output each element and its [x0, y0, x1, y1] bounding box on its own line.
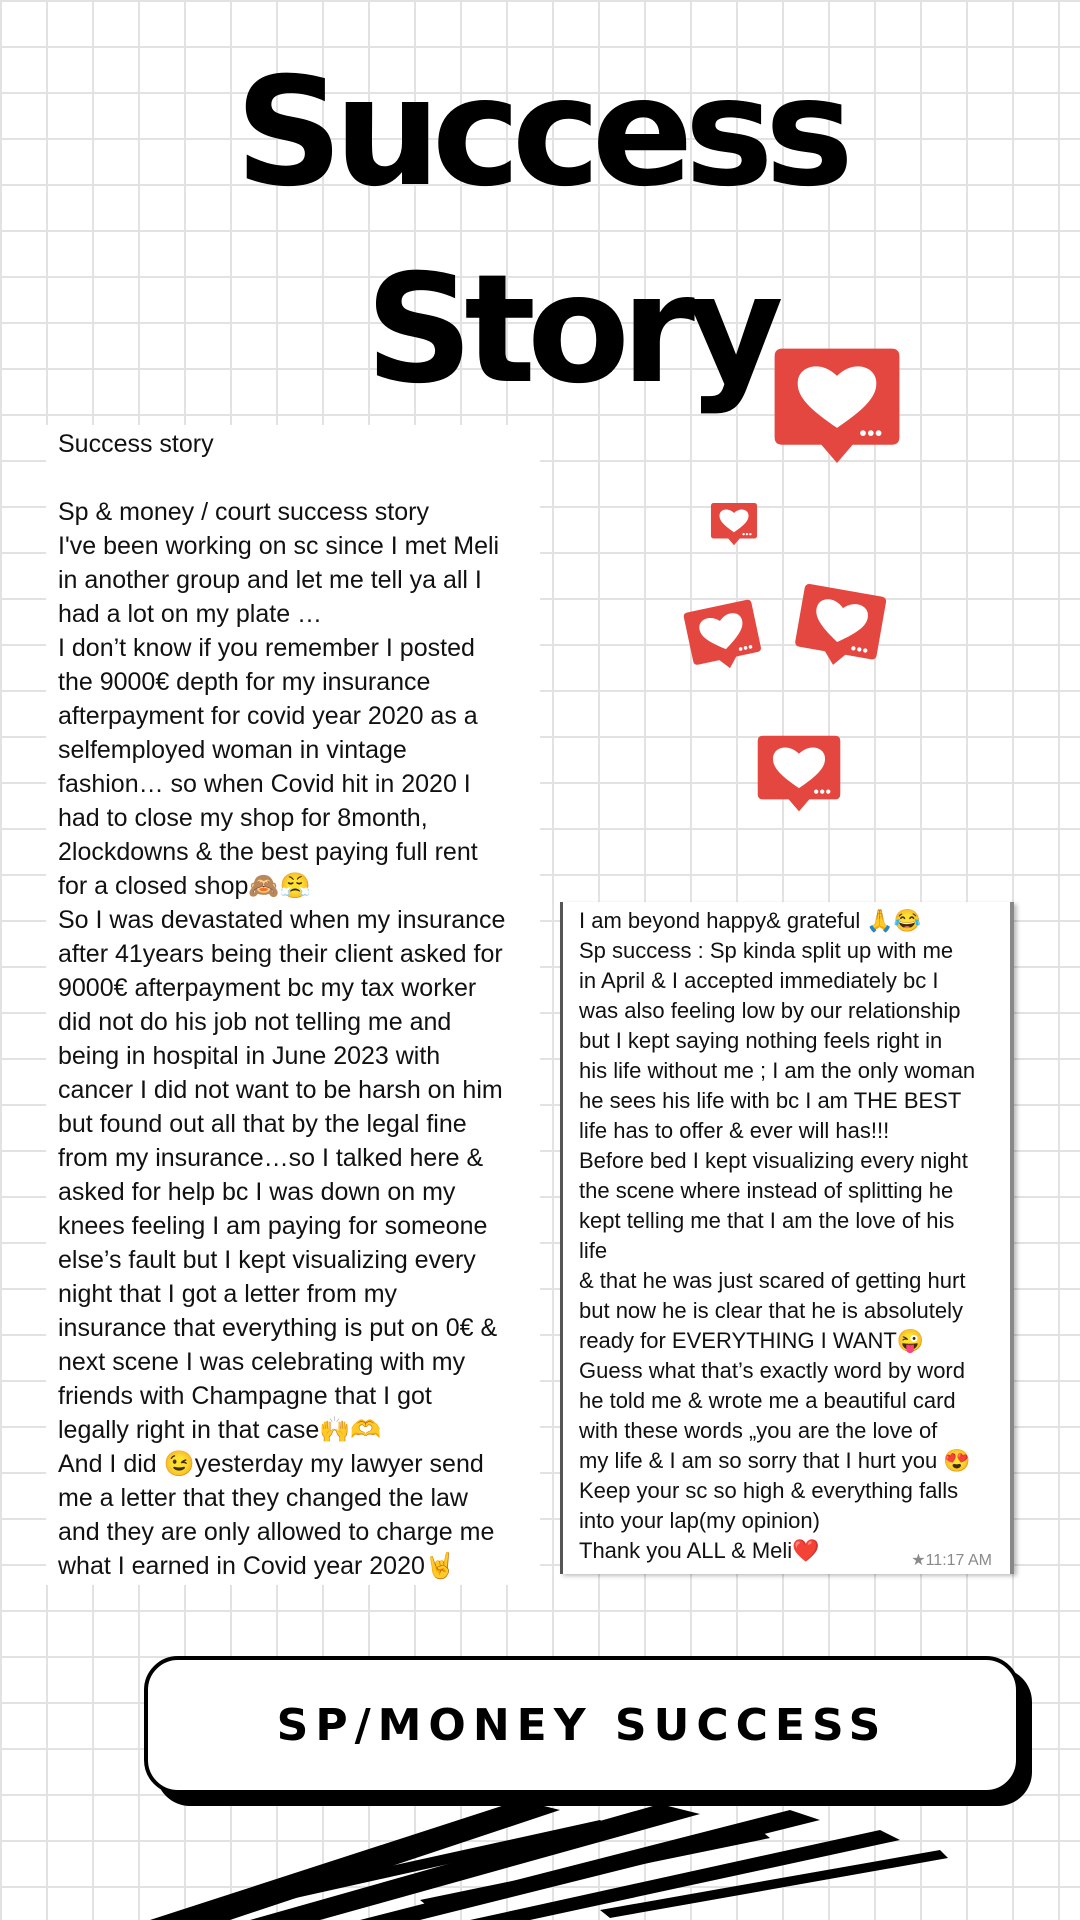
- right-message-line: life has to offer & ever will has!!!: [579, 1118, 890, 1143]
- left-post-line: 9000€ afterpayment bc my tax worker: [58, 974, 477, 1002]
- right-chat-message: [560, 902, 1014, 1574]
- right-message-line: but now he is clear that he is absolutely: [579, 1298, 964, 1323]
- banner-label: SP/MONEY SUCCESS: [276, 1699, 888, 1751]
- left-post-card: [46, 425, 540, 1585]
- left-post-line: me a letter that they changed the law: [58, 1484, 468, 1512]
- left-post-line: but found out all that by the legal fine: [58, 1110, 467, 1138]
- left-post-line: insurance that everything is put on 0€ &: [58, 1314, 498, 1342]
- left-post-line: So I was devastated when my insurance: [58, 906, 506, 934]
- right-message-body: [579, 906, 1000, 1566]
- heart-like-icon-small: [710, 502, 758, 550]
- success-banner: [144, 1656, 1020, 1794]
- left-post-line: fashion… so when Covid hit in 2020 I: [58, 770, 471, 798]
- left-post-line: selfemployed woman in vintage: [58, 736, 407, 764]
- right-message-line: with these words „you are the love of: [579, 1418, 938, 1443]
- right-message-line: into your lap(my opinion): [579, 1508, 820, 1533]
- right-message-line: he sees his life with bc I am THE BEST: [579, 1088, 962, 1113]
- left-post-line: what I earned in Covid year 2020🤘: [58, 1552, 457, 1580]
- heart-like-icon-bottom: [756, 734, 842, 820]
- brush-strokes-decoration: [0, 1790, 1080, 1920]
- left-post-line: And I did 😉yesterday my lawyer send: [58, 1450, 484, 1478]
- left-post-line: and they are only allowed to charge me: [58, 1518, 495, 1546]
- left-post-line: legally right in that case🙌🫶: [58, 1416, 382, 1444]
- heart-like-icon-large: [772, 346, 902, 476]
- right-message-line: I am beyond happy& grateful 🙏😂: [579, 908, 922, 933]
- left-post-line: being in hospital in June 2023 with: [58, 1042, 441, 1070]
- left-post-line: did not do his job not telling me and: [58, 1008, 452, 1036]
- left-post-line: Success story: [58, 430, 214, 458]
- heart-like-icon-tilted-left: [681, 597, 766, 682]
- right-message-line: ready for EVERYTHING I WANT😜: [579, 1328, 925, 1353]
- left-post-line: asked for help bc I was down on my: [58, 1178, 456, 1206]
- left-post-line: the 9000€ depth for my insurance: [58, 668, 431, 696]
- left-post-line: in another group and let me tell ya all I: [58, 566, 482, 594]
- message-timestamp: ★11:17 AM: [911, 1552, 992, 1569]
- right-message-line: Guess what that’s exactly word by word: [579, 1358, 965, 1383]
- title-line-2: Story: [365, 243, 775, 417]
- left-post-line: [58, 461, 528, 495]
- left-post-line: I've been working on sc since I met Meli: [58, 532, 500, 560]
- left-post-line: I don’t know if you remember I posted: [58, 634, 475, 662]
- right-message-line: & that he was just scared of getting hurt: [579, 1268, 966, 1293]
- right-message-line: he told me & wrote me a beautiful card: [579, 1388, 956, 1413]
- right-message-line: the scene where instead of splitting he: [579, 1178, 954, 1203]
- left-post-line: had to close my shop for 8month,: [58, 804, 428, 832]
- left-post-line: else’s fault but I kept visualizing every: [58, 1246, 476, 1274]
- left-post-line: afterpayment for covid year 2020 as a: [58, 702, 478, 730]
- left-post-line: Sp & money / court success story: [58, 498, 429, 526]
- right-message-line: Before bed I kept visualizing every night: [579, 1148, 968, 1173]
- left-post-line: after 41years being their client asked for: [58, 940, 503, 968]
- left-post-line: for a closed shop🙈😤: [58, 872, 311, 900]
- left-post-line: next scene I was celebrating with my: [58, 1348, 466, 1376]
- title-line-1: Success: [235, 46, 845, 220]
- right-message-line: Keep your sc so high & everything falls: [579, 1478, 959, 1503]
- right-message-line: Thank you ALL & Meli❤️: [579, 1538, 820, 1563]
- left-post-line: 2lockdowns & the best paying full rent: [58, 838, 478, 866]
- left-post-line: had a lot on my plate …: [58, 600, 323, 628]
- left-post-line: friends with Champagne that I got: [58, 1382, 432, 1410]
- left-post-line: from my insurance…so I talked here &: [58, 1144, 484, 1172]
- right-message-line: in April & I accepted immediately bc I: [579, 968, 939, 993]
- right-message-line: my life & I am so sorry that I hurt you 😍: [579, 1448, 971, 1473]
- left-post-line: cancer I did not want to be harsh on him: [58, 1076, 503, 1104]
- right-message-line: but I kept saying nothing feels right in: [579, 1028, 943, 1053]
- left-post-line: night that I got a letter from my: [58, 1280, 398, 1308]
- right-message-line: was also feeling low by our relationship: [579, 998, 961, 1023]
- left-post-line: knees feeling I am paying for someone: [58, 1212, 488, 1240]
- right-message-line: life: [579, 1238, 608, 1263]
- heart-like-icon-tilted-right: [789, 581, 889, 681]
- right-message-line: his life without me ; I am the only woman: [579, 1058, 976, 1083]
- right-message-line: kept telling me that I am the love of his: [579, 1208, 955, 1233]
- right-message-line: Sp success : Sp kinda split up with me: [579, 938, 954, 963]
